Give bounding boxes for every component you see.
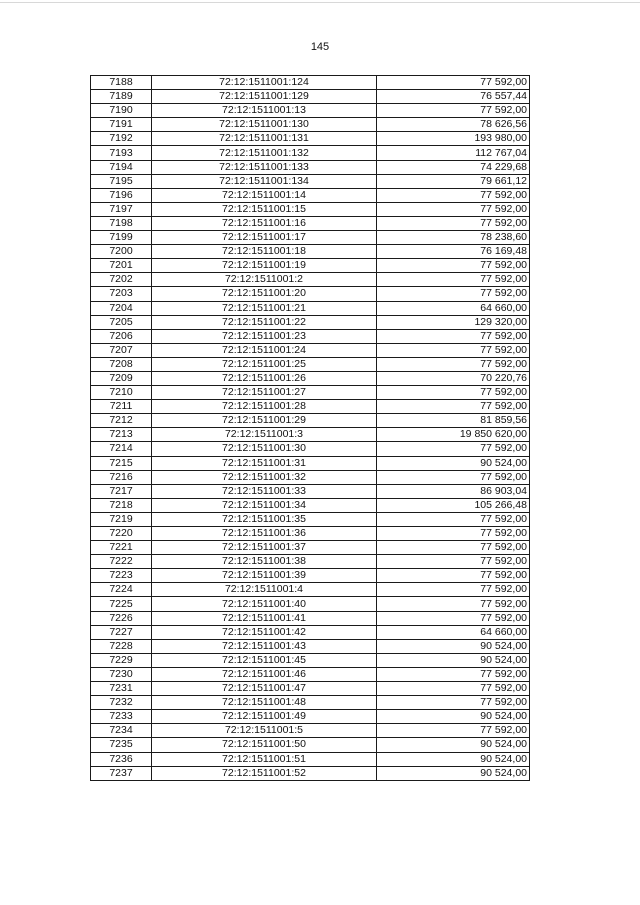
row-number-cell: 7208 — [91, 357, 152, 371]
cadastral-value-cell: 77 592,00 — [377, 512, 530, 526]
row-number-cell: 7207 — [91, 343, 152, 357]
row-number-cell: 7213 — [91, 428, 152, 442]
row-number-cell: 7235 — [91, 738, 152, 752]
row-number-cell: 7212 — [91, 414, 152, 428]
row-number-cell: 7198 — [91, 216, 152, 230]
row-number-cell: 7237 — [91, 766, 152, 780]
table-row — [91, 386, 530, 400]
cadastral-value-cell: 78 238,60 — [377, 231, 530, 245]
table-row — [91, 329, 530, 343]
table-row — [91, 160, 530, 174]
cadastral-value-cell: 77 592,00 — [377, 527, 530, 541]
table-row — [91, 90, 530, 104]
table-row — [91, 146, 530, 160]
row-number-cell: 7233 — [91, 710, 152, 724]
cadastral-number-cell: 72:12:1511001:37 — [152, 541, 377, 555]
row-number-cell: 7231 — [91, 682, 152, 696]
table-row — [91, 245, 530, 259]
row-number-cell: 7206 — [91, 329, 152, 343]
cadastral-number-cell: 72:12:1511001:18 — [152, 245, 377, 259]
row-number-cell: 7216 — [91, 470, 152, 484]
table-row — [91, 555, 530, 569]
cadastral-number-cell: 72:12:1511001:129 — [152, 90, 377, 104]
cadastral-value-cell: 77 592,00 — [377, 386, 530, 400]
cadastral-value-cell: 77 592,00 — [377, 329, 530, 343]
table-row — [91, 118, 530, 132]
table-row — [91, 470, 530, 484]
cadastral-number-cell: 72:12:1511001:2 — [152, 273, 377, 287]
cadastral-value-cell: 129 320,00 — [377, 315, 530, 329]
row-number-cell: 7194 — [91, 160, 152, 174]
table-row — [91, 132, 530, 146]
table-body — [91, 76, 530, 781]
cadastral-number-cell: 72:12:1511001:131 — [152, 132, 377, 146]
cadastral-number-cell: 72:12:1511001:52 — [152, 766, 377, 780]
row-number-cell: 7228 — [91, 639, 152, 653]
table-row — [91, 231, 530, 245]
table-row — [91, 498, 530, 512]
cadastral-number-cell: 72:12:1511001:130 — [152, 118, 377, 132]
table-row — [91, 710, 530, 724]
row-number-cell: 7219 — [91, 512, 152, 526]
row-number-cell: 7230 — [91, 667, 152, 681]
row-number-cell: 7197 — [91, 202, 152, 216]
cadastral-value-cell: 77 592,00 — [377, 470, 530, 484]
table-row — [91, 188, 530, 202]
cadastral-value-table — [90, 75, 530, 781]
row-number-cell: 7190 — [91, 104, 152, 118]
cadastral-value-cell: 105 266,48 — [377, 498, 530, 512]
cadastral-number-cell: 72:12:1511001:3 — [152, 428, 377, 442]
cadastral-value-cell: 81 859,56 — [377, 414, 530, 428]
table-row — [91, 216, 530, 230]
table-row — [91, 357, 530, 371]
table-row — [91, 512, 530, 526]
table-row — [91, 724, 530, 738]
row-number-cell: 7210 — [91, 386, 152, 400]
cadastral-value-cell: 77 592,00 — [377, 259, 530, 273]
row-number-cell: 7222 — [91, 555, 152, 569]
cadastral-number-cell: 72:12:1511001:25 — [152, 357, 377, 371]
cadastral-value-cell: 90 524,00 — [377, 710, 530, 724]
row-number-cell: 7214 — [91, 442, 152, 456]
cadastral-number-cell: 72:12:1511001:32 — [152, 470, 377, 484]
cadastral-number-cell: 72:12:1511001:38 — [152, 555, 377, 569]
table-row — [91, 625, 530, 639]
row-number-cell: 7189 — [91, 90, 152, 104]
row-number-cell: 7188 — [91, 76, 152, 90]
cadastral-value-cell: 77 592,00 — [377, 597, 530, 611]
table-row — [91, 682, 530, 696]
cadastral-number-cell: 72:12:1511001:134 — [152, 174, 377, 188]
cadastral-number-cell: 72:12:1511001:124 — [152, 76, 377, 90]
page-top-border — [0, 2, 640, 3]
cadastral-number-cell: 72:12:1511001:132 — [152, 146, 377, 160]
row-number-cell: 7202 — [91, 273, 152, 287]
table-row — [91, 752, 530, 766]
cadastral-value-cell: 77 592,00 — [377, 104, 530, 118]
cadastral-value-cell: 77 592,00 — [377, 583, 530, 597]
table-row — [91, 442, 530, 456]
cadastral-value-cell: 77 592,00 — [377, 555, 530, 569]
cadastral-number-cell: 72:12:1511001:26 — [152, 371, 377, 385]
table-row — [91, 597, 530, 611]
cadastral-value-cell: 90 524,00 — [377, 752, 530, 766]
cadastral-value-cell: 77 592,00 — [377, 273, 530, 287]
row-number-cell: 7192 — [91, 132, 152, 146]
cadastral-number-cell: 72:12:1511001:22 — [152, 315, 377, 329]
row-number-cell: 7201 — [91, 259, 152, 273]
table-row — [91, 273, 530, 287]
cadastral-value-cell: 76 557,44 — [377, 90, 530, 104]
row-number-cell: 7234 — [91, 724, 152, 738]
cadastral-number-cell: 72:12:1511001:4 — [152, 583, 377, 597]
table-row — [91, 76, 530, 90]
cadastral-number-cell: 72:12:1511001:14 — [152, 188, 377, 202]
row-number-cell: 7203 — [91, 287, 152, 301]
table-row — [91, 738, 530, 752]
table-row — [91, 569, 530, 583]
table-row — [91, 667, 530, 681]
cadastral-value-cell: 90 524,00 — [377, 738, 530, 752]
cadastral-number-cell: 72:12:1511001:133 — [152, 160, 377, 174]
cadastral-number-cell: 72:12:1511001:39 — [152, 569, 377, 583]
cadastral-value-cell: 79 661,12 — [377, 174, 530, 188]
cadastral-value-cell: 77 592,00 — [377, 667, 530, 681]
cadastral-number-cell: 72:12:1511001:47 — [152, 682, 377, 696]
row-number-cell: 7225 — [91, 597, 152, 611]
row-number-cell: 7211 — [91, 400, 152, 414]
cadastral-value-cell: 77 592,00 — [377, 76, 530, 90]
row-number-cell: 7191 — [91, 118, 152, 132]
row-number-cell: 7217 — [91, 484, 152, 498]
cadastral-number-cell: 72:12:1511001:42 — [152, 625, 377, 639]
cadastral-value-cell: 78 626,56 — [377, 118, 530, 132]
cadastral-value-cell: 112 767,04 — [377, 146, 530, 160]
row-number-cell: 7227 — [91, 625, 152, 639]
table-row — [91, 456, 530, 470]
cadastral-number-cell: 72:12:1511001:5 — [152, 724, 377, 738]
cadastral-value-cell: 77 592,00 — [377, 202, 530, 216]
cadastral-number-cell: 72:12:1511001:23 — [152, 329, 377, 343]
cadastral-number-cell: 72:12:1511001:50 — [152, 738, 377, 752]
cadastral-value-cell: 77 592,00 — [377, 724, 530, 738]
row-number-cell: 7218 — [91, 498, 152, 512]
cadastral-value-cell: 77 592,00 — [377, 287, 530, 301]
cadastral-value-cell: 193 980,00 — [377, 132, 530, 146]
cadastral-value-cell: 64 660,00 — [377, 625, 530, 639]
row-number-cell: 7199 — [91, 231, 152, 245]
cadastral-value-cell: 86 903,04 — [377, 484, 530, 498]
table-row — [91, 484, 530, 498]
table-row — [91, 174, 530, 188]
cadastral-number-cell: 72:12:1511001:20 — [152, 287, 377, 301]
table-row — [91, 259, 530, 273]
cadastral-value-cell: 77 592,00 — [377, 400, 530, 414]
cadastral-value-cell: 77 592,00 — [377, 188, 530, 202]
cadastral-number-cell: 72:12:1511001:45 — [152, 653, 377, 667]
cadastral-number-cell: 72:12:1511001:21 — [152, 301, 377, 315]
cadastral-number-cell: 72:12:1511001:51 — [152, 752, 377, 766]
table-row — [91, 611, 530, 625]
cadastral-number-cell: 72:12:1511001:48 — [152, 696, 377, 710]
cadastral-value-cell: 77 592,00 — [377, 357, 530, 371]
cadastral-value-cell: 70 220,76 — [377, 371, 530, 385]
row-number-cell: 7221 — [91, 541, 152, 555]
table-row — [91, 315, 530, 329]
table-row — [91, 527, 530, 541]
cadastral-number-cell: 72:12:1511001:28 — [152, 400, 377, 414]
table-row — [91, 301, 530, 315]
table-row — [91, 104, 530, 118]
cadastral-number-cell: 72:12:1511001:49 — [152, 710, 377, 724]
cadastral-value-cell: 90 524,00 — [377, 766, 530, 780]
cadastral-number-cell: 72:12:1511001:15 — [152, 202, 377, 216]
row-number-cell: 7195 — [91, 174, 152, 188]
table-row — [91, 414, 530, 428]
cadastral-value-cell: 77 592,00 — [377, 216, 530, 230]
cadastral-number-cell: 72:12:1511001:29 — [152, 414, 377, 428]
row-number-cell: 7229 — [91, 653, 152, 667]
table-row — [91, 287, 530, 301]
cadastral-number-cell: 72:12:1511001:31 — [152, 456, 377, 470]
cadastral-value-cell: 76 169,48 — [377, 245, 530, 259]
cadastral-value-cell: 77 592,00 — [377, 682, 530, 696]
table-row — [91, 343, 530, 357]
cadastral-number-cell: 72:12:1511001:33 — [152, 484, 377, 498]
cadastral-number-cell: 72:12:1511001:13 — [152, 104, 377, 118]
cadastral-value-cell: 77 592,00 — [377, 442, 530, 456]
row-number-cell: 7220 — [91, 527, 152, 541]
cadastral-value-cell: 90 524,00 — [377, 456, 530, 470]
cadastral-value-cell: 77 592,00 — [377, 611, 530, 625]
cadastral-number-cell: 72:12:1511001:35 — [152, 512, 377, 526]
cadastral-value-cell: 74 229,68 — [377, 160, 530, 174]
table-row — [91, 371, 530, 385]
cadastral-number-cell: 72:12:1511001:40 — [152, 597, 377, 611]
row-number-cell: 7226 — [91, 611, 152, 625]
table-row — [91, 639, 530, 653]
cadastral-number-cell: 72:12:1511001:46 — [152, 667, 377, 681]
cadastral-value-cell: 77 592,00 — [377, 569, 530, 583]
table-row — [91, 202, 530, 216]
row-number-cell: 7215 — [91, 456, 152, 470]
table-row — [91, 400, 530, 414]
cadastral-number-cell: 72:12:1511001:43 — [152, 639, 377, 653]
cadastral-number-cell: 72:12:1511001:24 — [152, 343, 377, 357]
row-number-cell: 7193 — [91, 146, 152, 160]
cadastral-number-cell: 72:12:1511001:36 — [152, 527, 377, 541]
row-number-cell: 7200 — [91, 245, 152, 259]
row-number-cell: 7236 — [91, 752, 152, 766]
table-row — [91, 541, 530, 555]
cadastral-number-cell: 72:12:1511001:19 — [152, 259, 377, 273]
cadastral-value-cell: 77 592,00 — [377, 541, 530, 555]
cadastral-number-cell: 72:12:1511001:27 — [152, 386, 377, 400]
row-number-cell: 7205 — [91, 315, 152, 329]
table-row — [91, 428, 530, 442]
row-number-cell: 7223 — [91, 569, 152, 583]
cadastral-number-cell: 72:12:1511001:34 — [152, 498, 377, 512]
row-number-cell: 7232 — [91, 696, 152, 710]
row-number-cell: 7209 — [91, 371, 152, 385]
cadastral-number-cell: 72:12:1511001:30 — [152, 442, 377, 456]
cadastral-value-cell: 19 850 620,00 — [377, 428, 530, 442]
table-row — [91, 583, 530, 597]
cadastral-number-cell: 72:12:1511001:41 — [152, 611, 377, 625]
cadastral-value-cell: 64 660,00 — [377, 301, 530, 315]
page-number: 145 — [310, 41, 330, 53]
table-row — [91, 766, 530, 780]
cadastral-value-cell: 77 592,00 — [377, 696, 530, 710]
cadastral-number-cell: 72:12:1511001:16 — [152, 216, 377, 230]
row-number-cell: 7196 — [91, 188, 152, 202]
cadastral-value-cell: 90 524,00 — [377, 639, 530, 653]
cadastral-value-cell: 77 592,00 — [377, 343, 530, 357]
cadastral-value-cell: 90 524,00 — [377, 653, 530, 667]
row-number-cell: 7224 — [91, 583, 152, 597]
row-number-cell: 7204 — [91, 301, 152, 315]
cadastral-number-cell: 72:12:1511001:17 — [152, 231, 377, 245]
table-row — [91, 653, 530, 667]
table-row — [91, 696, 530, 710]
